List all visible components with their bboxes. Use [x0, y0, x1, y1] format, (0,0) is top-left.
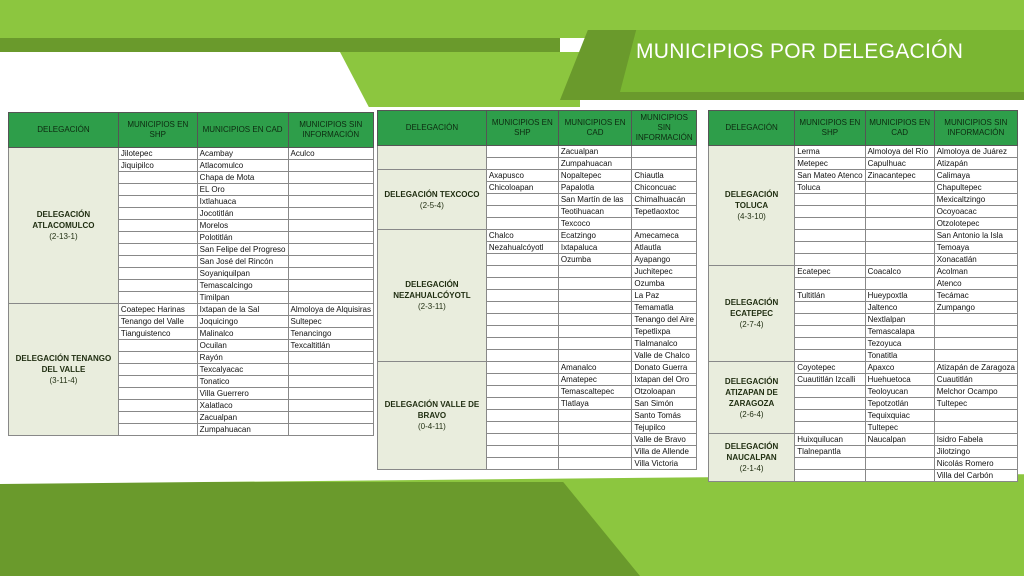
- municipio-sin-info-cell: Villa del Carbón: [934, 470, 1017, 482]
- municipio-shp-cell: [486, 326, 558, 338]
- municipio-sin-info-cell: [288, 220, 374, 232]
- municipio-sin-info-cell: [632, 218, 697, 230]
- municipio-shp-cell: [795, 314, 865, 326]
- page-title: MUNICIPIOS POR DELEGACIÓN: [636, 40, 964, 63]
- municipio-shp-cell: [486, 362, 558, 374]
- delegacion-cell: [378, 230, 487, 362]
- delegacion-cell: [709, 146, 795, 266]
- municipio-shp-cell: [118, 352, 197, 364]
- municipio-shp-cell: [486, 254, 558, 266]
- delegacion-name: DELEGACIÓN TEXCOCO: [384, 189, 480, 199]
- municipio-sin-info-cell: Texcaltitlán: [288, 340, 374, 352]
- municipio-sin-info-cell: Juchitepec: [632, 266, 697, 278]
- municipio-shp-cell: [118, 184, 197, 196]
- delegacion-code: (4-3-10): [737, 212, 766, 221]
- municipio-cad-cell: Timilpan: [197, 292, 288, 304]
- delegacion-cell: [709, 266, 795, 362]
- municipio-sin-info-cell: Ixtapan del Oro: [632, 374, 697, 386]
- municipio-sin-info-cell: [288, 376, 374, 388]
- municipio-shp-cell: [118, 232, 197, 244]
- municipio-sin-info-cell: [288, 256, 374, 268]
- municipio-cad-cell: Jocotitlán: [197, 208, 288, 220]
- municipio-shp-cell: [795, 242, 865, 254]
- delegacion-code: (2-13-1): [49, 232, 78, 241]
- municipio-cad-cell: Zacualpan: [197, 412, 288, 424]
- delegacion-name: DELEGACIÓN TOLUCA: [724, 190, 779, 210]
- municipio-cad-cell: Ozumba: [558, 254, 632, 266]
- municipio-sin-info-cell: [934, 350, 1017, 362]
- municipio-sin-info-cell: Zumpango: [934, 302, 1017, 314]
- delegacion-code: (2-6-4): [739, 409, 764, 419]
- municipio-shp-cell: [795, 230, 865, 242]
- municipio-cad-cell: [865, 242, 934, 254]
- municipio-sin-info-cell: Isidro Fabela: [934, 434, 1017, 446]
- municipio-sin-info-cell: [934, 410, 1017, 422]
- municipio-sin-info-cell: Tepetlaoxtoc: [632, 206, 697, 218]
- municipio-sin-info-cell: [288, 280, 374, 292]
- municipio-shp-cell: [486, 266, 558, 278]
- municipio-cad-cell: [558, 410, 632, 422]
- col-header-shp: MUNICIPIOS EN SHP: [118, 113, 197, 148]
- municipio-sin-info-cell: Valle de Bravo: [632, 434, 697, 446]
- municipio-cad-cell: EL Oro: [197, 184, 288, 196]
- col-header-shp: MUNICIPIOS EN SHP: [486, 111, 558, 146]
- municipio-shp-cell: Tlalnepantla: [795, 446, 865, 458]
- municipio-sin-info-cell: [934, 338, 1017, 350]
- top-decor-dark: [0, 38, 560, 52]
- municipio-shp-cell: [118, 340, 197, 352]
- municipio-cad-cell: Malinalco: [197, 328, 288, 340]
- municipio-cad-cell: [865, 206, 934, 218]
- municipio-shp-cell: [486, 302, 558, 314]
- col-header-cad: MUNICIPIOS EN CAD: [558, 111, 632, 146]
- municipio-cad-cell: [558, 314, 632, 326]
- municipio-shp-cell: [795, 398, 865, 410]
- delegacion-cell: [709, 434, 795, 482]
- table-row: [378, 146, 697, 158]
- municipio-sin-info-cell: [934, 422, 1017, 434]
- delegacion-cell: [378, 170, 487, 230]
- municipio-sin-info-cell: [288, 292, 374, 304]
- municipio-shp-cell: [118, 280, 197, 292]
- municipio-shp-cell: [486, 446, 558, 458]
- table-middle: [377, 110, 697, 470]
- delegacion-name: DELEGACIÓN ATIZAPAN DE ZARAGOZA: [724, 376, 779, 408]
- municipio-cad-cell: Temascalcingo: [197, 280, 288, 292]
- municipio-shp-cell: [795, 194, 865, 206]
- municipio-cad-cell: Morelos: [197, 220, 288, 232]
- col-header-delegacion: DELEGACIÓN: [9, 113, 119, 148]
- bottom-decor-dark: [0, 482, 640, 576]
- municipio-cad-cell: San Felipe del Progreso: [197, 244, 288, 256]
- municipio-cad-cell: [558, 326, 632, 338]
- delegacion-code: (2-7-4): [739, 320, 764, 329]
- municipio-shp-cell: [795, 386, 865, 398]
- municipio-cad-cell: San José del Rincón: [197, 256, 288, 268]
- municipio-sin-info-cell: Atenco: [934, 278, 1017, 290]
- col-header-cad: MUNICIPIOS EN CAD: [197, 113, 288, 148]
- municipio-sin-info-cell: Calimaya: [934, 170, 1017, 182]
- municipio-sin-info-cell: Tultepec: [934, 398, 1017, 410]
- municipio-cad-cell: Villa Guerrero: [197, 388, 288, 400]
- delegacion-code: (2-5-4): [419, 200, 444, 210]
- municipio-cad-cell: [865, 470, 934, 482]
- municipio-sin-info-cell: Tecámac: [934, 290, 1017, 302]
- municipio-shp-cell: [118, 292, 197, 304]
- municipio-cad-cell: [558, 350, 632, 362]
- municipio-sin-info-cell: Cuautitlán: [934, 374, 1017, 386]
- municipio-cad-cell: Coacalco: [865, 266, 934, 278]
- delegacion-cell: [9, 148, 119, 304]
- municipio-cad-cell: Tonatitla: [865, 350, 934, 362]
- municipio-cad-cell: Texcoco: [558, 218, 632, 230]
- municipio-shp-cell: Cuautitlán Izcalli: [795, 374, 865, 386]
- municipio-cad-cell: Jaltenco: [865, 302, 934, 314]
- municipio-sin-info-cell: Santo Tomás: [632, 410, 697, 422]
- municipio-cad-cell: Zumpahuacan: [197, 424, 288, 436]
- municipio-shp-cell: [486, 290, 558, 302]
- municipio-shp-cell: [486, 278, 558, 290]
- municipio-shp-cell: [118, 364, 197, 376]
- municipio-sin-info-cell: Temamatla: [632, 302, 697, 314]
- municipio-cad-cell: [865, 182, 934, 194]
- municipio-cad-cell: [865, 254, 934, 266]
- municipio-sin-info-cell: Otzoloapan: [632, 386, 697, 398]
- municipio-cad-cell: Teoloyucan: [865, 386, 934, 398]
- municipio-shp-cell: Chalco: [486, 230, 558, 242]
- municipio-shp-cell: [486, 194, 558, 206]
- municipio-cad-cell: Joquicingo: [197, 316, 288, 328]
- municipio-sin-info-cell: Villa Victoria: [632, 458, 697, 470]
- municipio-cad-cell: Almoloya del Río: [865, 146, 934, 158]
- municipio-cad-cell: Ixtlahuaca: [197, 196, 288, 208]
- municipio-shp-cell: [118, 376, 197, 388]
- municipio-shp-cell: Coyotepec: [795, 362, 865, 374]
- municipio-shp-cell: [486, 422, 558, 434]
- municipio-shp-cell: Tianguistenco: [118, 328, 197, 340]
- municipio-sin-info-cell: [288, 172, 374, 184]
- table-right: [708, 110, 1018, 482]
- col-header-cad: MUNICIPIOS EN CAD: [865, 111, 934, 146]
- municipio-cad-cell: [558, 422, 632, 434]
- delegacion-code: (3-11-4): [49, 376, 78, 385]
- municipio-sin-info-cell: [288, 208, 374, 220]
- municipio-sin-info-cell: Chiautla: [632, 170, 697, 182]
- municipio-shp-cell: Tenango del Valle: [118, 316, 197, 328]
- delegacion-name: DELEGACIÓN TENANGO DEL VALLE: [15, 354, 112, 374]
- municipio-cad-cell: Tezoyuca: [865, 338, 934, 350]
- municipio-shp-cell: [118, 244, 197, 256]
- municipio-shp-cell: [795, 278, 865, 290]
- col-header-sin-info: MUNICIPIOS SIN INFORMACIÓN: [288, 113, 374, 148]
- municipio-sin-info-cell: Sultepec: [288, 316, 374, 328]
- municipio-shp-cell: [486, 218, 558, 230]
- municipio-shp-cell: San Mateo Atenco: [795, 170, 865, 182]
- municipio-cad-cell: Nextlalpan: [865, 314, 934, 326]
- municipio-sin-info-cell: San Simón: [632, 398, 697, 410]
- table-row: [9, 304, 374, 316]
- municipio-shp-cell: Lerma: [795, 146, 865, 158]
- municipio-sin-info-cell: Nicolás Romero: [934, 458, 1017, 470]
- municipio-cad-cell: Ocuilan: [197, 340, 288, 352]
- municipio-cad-cell: Tepotzotlán: [865, 398, 934, 410]
- municipio-shp-cell: Jiquipilco: [118, 160, 197, 172]
- municipio-cad-cell: Texcalyacac: [197, 364, 288, 376]
- municipio-cad-cell: Amatepec: [558, 374, 632, 386]
- municipio-sin-info-cell: Tlalmanalco: [632, 338, 697, 350]
- municipio-shp-cell: [486, 350, 558, 362]
- municipio-sin-info-cell: Atlautla: [632, 242, 697, 254]
- municipio-sin-info-cell: Otzolotepec: [934, 218, 1017, 230]
- municipio-shp-cell: [486, 206, 558, 218]
- municipio-cad-cell: [865, 218, 934, 230]
- municipio-shp-cell: [486, 398, 558, 410]
- municipio-sin-info-cell: Almoloya de Alquisiras: [288, 304, 374, 316]
- municipio-sin-info-cell: Aculco: [288, 148, 374, 160]
- municipio-cad-cell: Ecatzingo: [558, 230, 632, 242]
- municipio-sin-info-cell: Chimalhuacán: [632, 194, 697, 206]
- municipio-cad-cell: Xalatlaco: [197, 400, 288, 412]
- municipio-shp-cell: [795, 218, 865, 230]
- municipio-sin-info-cell: Valle de Chalco: [632, 350, 697, 362]
- municipio-shp-cell: [795, 254, 865, 266]
- municipio-sin-info-cell: Ayapango: [632, 254, 697, 266]
- municipio-shp-cell: Jilotepec: [118, 148, 197, 160]
- municipio-cad-cell: Zinacantepec: [865, 170, 934, 182]
- municipio-sin-info-cell: [288, 412, 374, 424]
- municipio-shp-cell: Nezahualcóyotl: [486, 242, 558, 254]
- municipio-sin-info-cell: Tejupilco: [632, 422, 697, 434]
- delegacion-cell: [378, 362, 487, 470]
- municipio-shp-cell: [795, 470, 865, 482]
- municipio-shp-cell: [118, 256, 197, 268]
- col-header-delegacion: DELEGACIÓN: [378, 111, 487, 146]
- municipio-cad-cell: [558, 290, 632, 302]
- municipio-sin-info-cell: Ozumba: [632, 278, 697, 290]
- municipio-shp-cell: [486, 410, 558, 422]
- table-left: [8, 112, 374, 436]
- municipio-sin-info-cell: Almoloya de Juárez: [934, 146, 1017, 158]
- municipio-sin-info-cell: Ocoyoacac: [934, 206, 1017, 218]
- municipio-cad-cell: Tlatlaya: [558, 398, 632, 410]
- col-header-sin-info: MUNICIPIOS SIN INFORMACIÓN: [632, 111, 697, 146]
- municipio-shp-cell: Chicoloapan: [486, 182, 558, 194]
- municipio-sin-info-cell: [632, 146, 697, 158]
- municipio-cad-cell: [865, 230, 934, 242]
- table-row: [378, 362, 697, 374]
- table-row: [378, 230, 697, 242]
- municipio-sin-info-cell: Jilotzingo: [934, 446, 1017, 458]
- municipio-shp-cell: [795, 410, 865, 422]
- municipio-cad-cell: [865, 194, 934, 206]
- municipio-cad-cell: Teotihuacan: [558, 206, 632, 218]
- municipio-sin-info-cell: Amecameca: [632, 230, 697, 242]
- municipio-cad-cell: Capulhuac: [865, 158, 934, 170]
- delegacion-code: (2-1-4): [739, 464, 764, 473]
- municipio-sin-info-cell: Acolman: [934, 266, 1017, 278]
- municipio-sin-info-cell: San Antonio la Isla: [934, 230, 1017, 242]
- municipio-shp-cell: [118, 196, 197, 208]
- municipio-sin-info-cell: [934, 326, 1017, 338]
- municipio-cad-cell: Zacualpan: [558, 146, 632, 158]
- municipio-shp-cell: [486, 374, 558, 386]
- municipio-shp-cell: Ecatepec: [795, 266, 865, 278]
- municipio-sin-info-cell: [288, 424, 374, 436]
- municipio-shp-cell: [118, 268, 197, 280]
- municipio-sin-info-cell: [288, 364, 374, 376]
- municipio-sin-info-cell: [288, 400, 374, 412]
- municipio-shp-cell: Huixquilucan: [795, 434, 865, 446]
- municipio-cad-cell: Tonatico: [197, 376, 288, 388]
- municipio-cad-cell: [865, 446, 934, 458]
- municipio-cad-cell: Atlacomulco: [197, 160, 288, 172]
- municipio-cad-cell: [558, 278, 632, 290]
- municipio-cad-cell: Acambay: [197, 148, 288, 160]
- municipio-cad-cell: Amanalco: [558, 362, 632, 374]
- municipio-cad-cell: [558, 434, 632, 446]
- municipio-shp-cell: [486, 158, 558, 170]
- municipio-sin-info-cell: Atizapán de Zaragoza: [934, 362, 1017, 374]
- municipio-shp-cell: [486, 338, 558, 350]
- municipio-sin-info-cell: [288, 184, 374, 196]
- municipio-sin-info-cell: Temoaya: [934, 242, 1017, 254]
- municipio-sin-info-cell: Donato Guerra: [632, 362, 697, 374]
- municipio-shp-cell: Coatepec Harinas: [118, 304, 197, 316]
- municipio-shp-cell: [118, 400, 197, 412]
- table-row: [378, 170, 697, 182]
- municipio-shp-cell: [118, 412, 197, 424]
- col-header-sin-info: MUNICIPIOS SIN INFORMACIÓN: [934, 111, 1017, 146]
- municipio-shp-cell: Metepec: [795, 158, 865, 170]
- delegacion-code: (0-4-11): [417, 422, 446, 431]
- municipio-sin-info-cell: Tenango del Aire: [632, 314, 697, 326]
- municipio-sin-info-cell: Tepetlixpa: [632, 326, 697, 338]
- municipio-shp-cell: Tultitlán: [795, 290, 865, 302]
- municipio-cad-cell: Nopaltepec: [558, 170, 632, 182]
- municipio-cad-cell: [558, 458, 632, 470]
- delegacion-cell: [378, 146, 487, 170]
- table-row: [709, 146, 1018, 158]
- table-row: [709, 362, 1018, 374]
- municipio-sin-info-cell: Chapultepec: [934, 182, 1017, 194]
- municipio-cad-cell: [558, 302, 632, 314]
- municipio-sin-info-cell: [288, 388, 374, 400]
- municipio-sin-info-cell: [288, 196, 374, 208]
- delegacion-cell: [709, 362, 795, 434]
- municipio-cad-cell: [558, 338, 632, 350]
- municipio-shp-cell: Toluca: [795, 182, 865, 194]
- delegacion-name: DELEGACIÓN ATLACOMULCO: [32, 210, 95, 230]
- municipio-cad-cell: Ixtapaluca: [558, 242, 632, 254]
- municipio-cad-cell: Apaxco: [865, 362, 934, 374]
- municipio-cad-cell: Soyaniquilpan: [197, 268, 288, 280]
- municipio-sin-info-cell: Chiconcuac: [632, 182, 697, 194]
- municipio-shp-cell: [118, 208, 197, 220]
- title-wedge: [340, 52, 580, 107]
- municipio-sin-info-cell: Villa de Allende: [632, 446, 697, 458]
- municipio-cad-cell: Hueypoxtla: [865, 290, 934, 302]
- municipio-cad-cell: Naucalpan: [865, 434, 934, 446]
- municipio-sin-info-cell: Xonacatlán: [934, 254, 1017, 266]
- municipio-sin-info-cell: Mexicaltzingo: [934, 194, 1017, 206]
- municipio-shp-cell: [118, 220, 197, 232]
- municipio-shp-cell: [486, 434, 558, 446]
- municipio-sin-info-cell: Atizapán: [934, 158, 1017, 170]
- municipio-shp-cell: [795, 338, 865, 350]
- municipio-shp-cell: [486, 314, 558, 326]
- municipio-cad-cell: Temascaltepec: [558, 386, 632, 398]
- municipio-shp-cell: [795, 458, 865, 470]
- municipio-cad-cell: Temascalapa: [865, 326, 934, 338]
- municipio-sin-info-cell: [288, 352, 374, 364]
- municipio-sin-info-cell: [288, 244, 374, 256]
- municipio-shp-cell: [486, 146, 558, 158]
- municipio-shp-cell: Axapusco: [486, 170, 558, 182]
- municipio-cad-cell: Ixtapan de la Sal: [197, 304, 288, 316]
- municipio-sin-info-cell: Melchor Ocampo: [934, 386, 1017, 398]
- municipio-cad-cell: Polotitlán: [197, 232, 288, 244]
- delegacion-name: DELEGACIÓN NEZAHUALCÓYOTL: [393, 280, 471, 300]
- municipio-cad-cell: Zumpahuacan: [558, 158, 632, 170]
- delegacion-name: DELEGACIÓN VALLE DE BRAVO: [384, 400, 480, 420]
- municipio-cad-cell: Rayón: [197, 352, 288, 364]
- municipio-cad-cell: [865, 278, 934, 290]
- municipio-sin-info-cell: Tenancingo: [288, 328, 374, 340]
- municipio-sin-info-cell: [288, 232, 374, 244]
- municipio-shp-cell: [795, 350, 865, 362]
- municipio-cad-cell: Tultepec: [865, 422, 934, 434]
- municipio-shp-cell: [795, 422, 865, 434]
- delegacion-cell: [9, 304, 119, 436]
- municipio-sin-info-cell: [934, 314, 1017, 326]
- delegacion-code: (2-3-11): [417, 302, 446, 311]
- municipio-cad-cell: [558, 266, 632, 278]
- municipio-sin-info-cell: [288, 160, 374, 172]
- table-row: [709, 434, 1018, 446]
- municipio-shp-cell: [118, 424, 197, 436]
- municipio-sin-info-cell: [632, 158, 697, 170]
- municipio-shp-cell: [795, 206, 865, 218]
- delegacion-name: DELEGACIÓN ECATEPEC: [724, 298, 779, 318]
- municipio-sin-info-cell: La Paz: [632, 290, 697, 302]
- municipio-cad-cell: [558, 446, 632, 458]
- municipio-cad-cell: [865, 458, 934, 470]
- municipio-shp-cell: [795, 302, 865, 314]
- municipio-shp-cell: [486, 458, 558, 470]
- municipio-sin-info-cell: [288, 268, 374, 280]
- delegacion-name: DELEGACIÓN NAUCALPAN: [724, 442, 779, 462]
- municipio-shp-cell: [486, 386, 558, 398]
- municipio-cad-cell: San Martín de las: [558, 194, 632, 206]
- municipio-shp-cell: [118, 388, 197, 400]
- municipio-cad-cell: Chapa de Mota: [197, 172, 288, 184]
- col-header-shp: MUNICIPIOS EN SHP: [795, 111, 865, 146]
- municipio-cad-cell: Huehuetoca: [865, 374, 934, 386]
- table-row: [9, 148, 374, 160]
- col-header-delegacion: DELEGACIÓN: [709, 111, 795, 146]
- table-row: [709, 266, 1018, 278]
- municipio-shp-cell: [118, 172, 197, 184]
- municipio-cad-cell: Tequixquiac: [865, 410, 934, 422]
- municipio-shp-cell: [795, 326, 865, 338]
- municipio-cad-cell: Papalotla: [558, 182, 632, 194]
